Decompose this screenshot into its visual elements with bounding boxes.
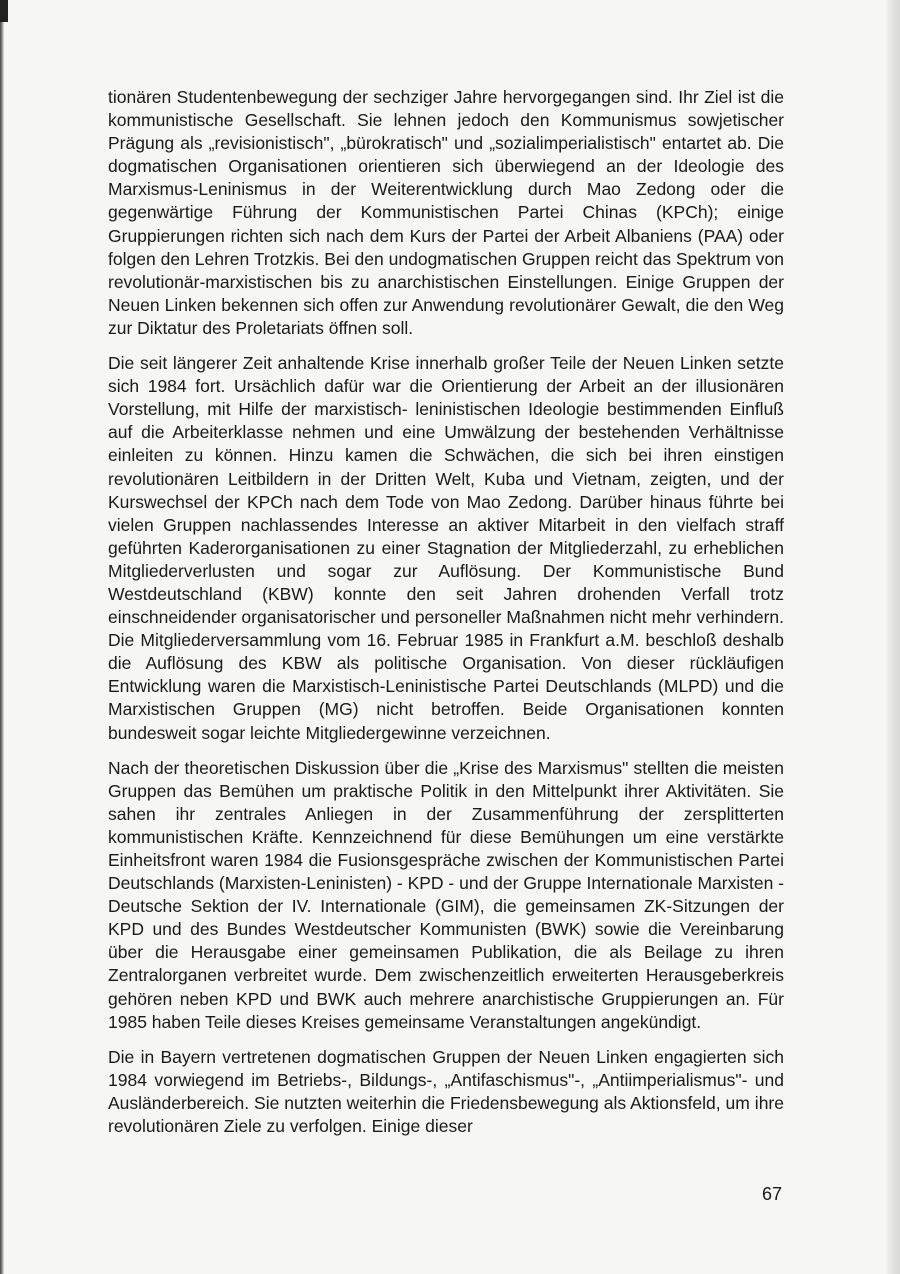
paragraph: Nach der theoretischen Diskussion über die „Krise des Marxismus" stellten die meisten Gruppen das Bemühen um praktische Politik in den Mittelpunkt ihrer Aktivitäten. Sie sahen ihr zentrales Anliegen in der Zusammenführung der zersplitterten kommunistischen Kräfte. Kennzeichnend für diese Bemühungen um eine verstärkte Einheitsfront waren 1984 die Fusionsgespräche zwischen der Kommunistischen Partei Deutschlands (Marxisten-Leninisten) - KPD - und der Gruppe Internationale Marxisten - Deutsche Sektion der IV. Internationale (GIM), die gemeinsamen ZK-Sitzungen der KPD und des Bundes Westdeutscher Kommunisten (BWK) sowie die Vereinbarung über die Herausgabe einer gemeinsamen Publikation, die als Beilage zu ihren Zentralorganen verbreitet wurde. Dem zwischenzeitlich erweiterten Herausgeberkreis gehören neben KPD und BWK auch mehrere anarchistische Gruppierungen an. Für 1985 haben Teile dieses Kreises gemeinsame Veranstaltungen angekündigt. [108, 757, 785, 1032]
paragraph: Die in Bayern vertretenen dogmatischen Gruppen der Neuen Linken engagierten sich 1984 vorwiegend im Betriebs-, Bildungs-, „Antifaschismus"-, „Antiimperialismus"- und Ausländerbereich. Sie nutzten weiterhin die Friedensbewegung als Aktionsfeld, um ihre revolutionären Ziele zu verfolgen. Einige dieser [108, 1046, 784, 1137]
body-text [108, 86, 784, 1150]
scan-edge-right [886, 0, 900, 1274]
page-number: 67 [761, 1184, 782, 1204]
paragraph: tionären Studentenbewegung der sechziger Jahre hervorgegangen sind. Ihr Ziel ist die kommunistische Gesellschaft. Sie lehnen jedoch den Kommunismus sowjetischer Prägung als „revisionistisch", „bürokratisch" und „sozialimperialistisch" entartet ab. Die dogmatischen Organisationen orientieren sich überwiegend an der Ideologie des Marxismus-Leninismus in der Weiterentwicklung durch Mao Zedong oder die gegenwärtige Führung der Kommunistischen Partei Chinas (KPCh); einige Gruppierungen richten sich nach dem Kurs der Partei der Arbeit Albaniens (PAA) oder folgen den Lehren Trotzkis. Bei den undogmatischen Gruppen reicht das Spektrum von revolutionär-marxistischen bis zu anarchistischen Einstellungen. Einige Gruppen der Neuen Linken bekennen sich offen zur Anwendung revolutionärer Gewalt, die den Weg zur Diktatur des Proletariats öffnen soll. [108, 87, 784, 338]
paragraph: Die seit längerer Zeit anhaltende Krise innerhalb großer Teile der Neuen Linken setzte sich 1984 fort. Ursächlich dafür war die Orientierung der Arbeit an der illusionären Vorstellung, mit Hilfe der marxistisch- leninistischen Ideologie bestimmenden Einfluß auf die Arbeiterklasse nehmen und eine Umwälzung der bestehenden Verhältnisse einleiten zu können. Hinzu kamen die Schwächen, die sich bei ihren einstigen revolutionären Leitbildern in der Dritten Welt, Kuba und Vietnam, zeigten, und der Kurswechsel der KPCh nach dem Tode von Mao Zedong. Darüber hinaus führte bei vielen Gruppen nachlassendes Interesse an aktiver Mitarbeit in den vielfach straff geführten Kaderorganisationen zu einer Stagnation der Mitgliederzahl, zu erheblichen Mitgliederverlusten und sogar zur Auflösung. Der Kommunistische Bund Westdeutschland (KBW) konnte den seit Jahren drohenden Verfall trotz einschneidender organisatorischer und personeller Maßnahmen nicht mehr verhindern. Die Mitgliederversammlung vom 16. Februar 1985 in Frankfurt a.M. beschloß deshalb die Auflösung des KBW als politische Organisation. Von dieser rückläufigen Entwicklung waren die Marxistisch-Leninistische Partei Deutschlands (MLPD) und die Marxistischen Gruppen (MG) nicht betroffen. Beide Organisationen konnten bundesweit sogar leichte Mitgliedergewinne verzeichnen. [108, 353, 784, 743]
scan-edge-left [0, 0, 4, 1274]
scan-edge-mark [0, 0, 8, 22]
